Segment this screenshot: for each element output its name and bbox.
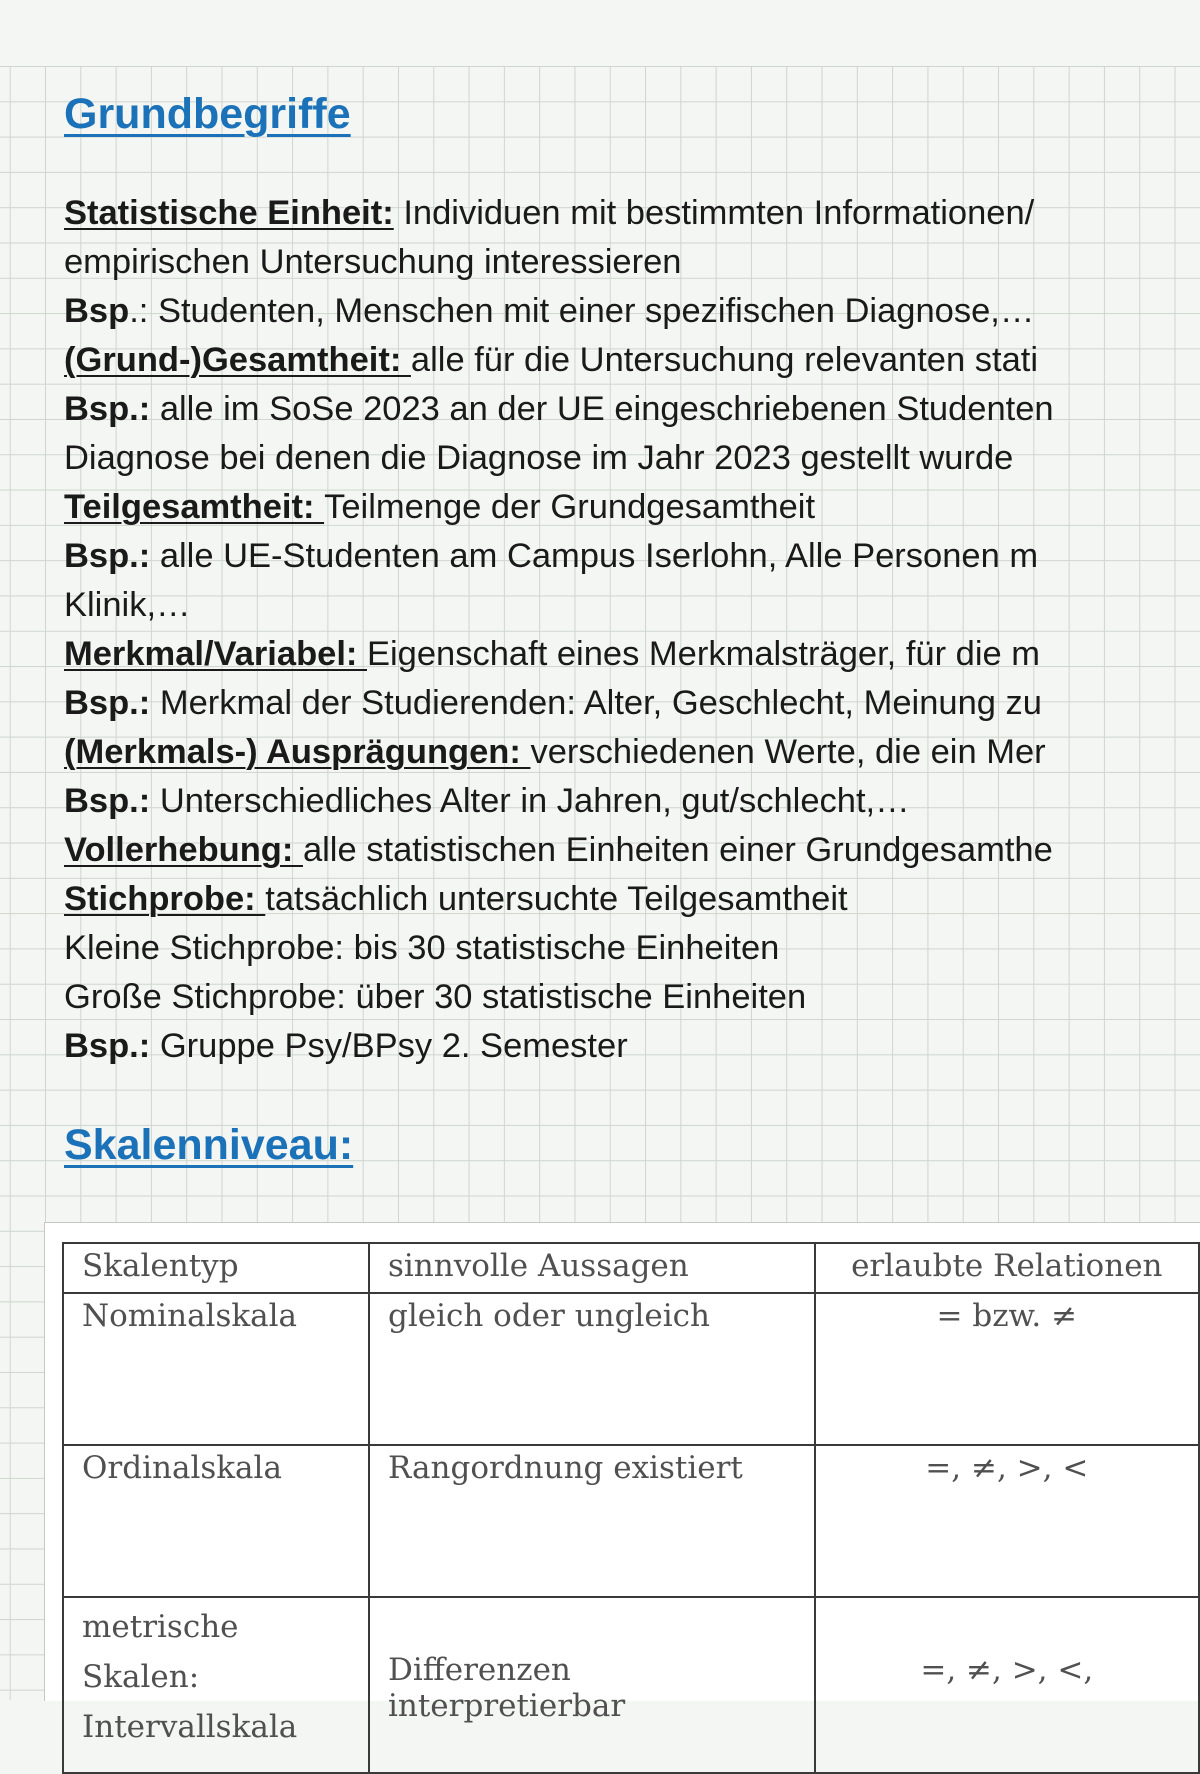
definition-term: Teilgesamtheit: <box>64 488 325 526</box>
table-row <box>63 1293 1199 1445</box>
definition-term: Stichprobe: <box>64 880 266 918</box>
definition-line <box>64 336 1200 385</box>
example-label: Bsp.: <box>64 1027 151 1065</box>
heading-grundbegriffe: Grundbegriffe <box>64 90 351 138</box>
definition-text: Diagnose bei denen die Diagnose im Jahr 2023 gestellt wurde <box>64 439 1014 477</box>
scale-group-label: metrische Skalen: <box>82 1609 239 1695</box>
example-label: Bsp <box>64 292 130 330</box>
example-line <box>64 679 1200 728</box>
top-margin <box>0 0 1200 66</box>
example-line <box>64 581 1200 630</box>
heading-skalenniveau: Skalenniveau: <box>64 1121 354 1169</box>
definition-list <box>64 189 1200 1071</box>
definition-line <box>64 630 1200 679</box>
example-label: Bsp.: <box>64 684 151 722</box>
scale-table <box>62 1242 1200 1774</box>
statement-cell: Rangordnung existiert <box>369 1445 815 1597</box>
scale-type-cell <box>63 1597 369 1773</box>
definition-text: alle für die Untersuchung relevanten stati <box>410 341 1039 379</box>
scale-type-label: Intervallskala <box>82 1709 298 1745</box>
definition-text: verschiedenen Werte, die ein Mer <box>530 733 1046 771</box>
table-row <box>63 1445 1199 1597</box>
header-cell: Skalentyp <box>63 1243 369 1293</box>
definition-line <box>64 826 1200 875</box>
header-cell: sinnvolle Aussagen <box>369 1243 815 1293</box>
definition-line <box>64 434 1200 483</box>
definition-line <box>64 483 1200 532</box>
statement-cell: gleich oder ungleich <box>369 1293 815 1445</box>
table-header-row <box>63 1243 1199 1293</box>
definition-text: Große Stichprobe: über 30 statistische Einheiten <box>64 978 807 1016</box>
definition-text: Individuen mit bestimmten Informationen/ <box>393 194 1035 232</box>
header-cell: erlaubte Relationen <box>815 1243 1199 1293</box>
example-line <box>64 385 1200 434</box>
example-text: alle im SoSe 2023 an der UE eingeschriebenen Studenten <box>150 390 1054 428</box>
example-line <box>64 532 1200 581</box>
example-text: alle UE-Studenten am Campus Iserlohn, Alle Personen m <box>150 537 1039 575</box>
definition-term: (Grund-)Gesamtheit: <box>64 341 411 379</box>
definition-term: Vollerhebung: <box>64 831 303 869</box>
relations-cell: = bzw. ≠ <box>815 1293 1199 1445</box>
example-text: Unterschiedliches Alter in Jahren, gut/schlecht,… <box>150 782 910 820</box>
definition-term: Merkmal/Variabel: <box>64 635 367 673</box>
relations-cell: =, ≠, >, <, <box>815 1597 1199 1773</box>
example-line <box>64 1022 1200 1071</box>
relations-cell: =, ≠, >, < <box>815 1445 1199 1597</box>
example-line <box>64 287 1200 336</box>
definition-term: Statistische Einheit: <box>64 194 394 232</box>
notes-content <box>64 90 1200 1170</box>
example-label: Bsp.: <box>64 390 151 428</box>
definition-text: Kleine Stichprobe: bis 30 statistische Einheiten <box>64 929 780 967</box>
definition-text: alle statistischen Einheiten einer Grundgesamthe <box>302 831 1053 869</box>
table-row <box>63 1597 1199 1773</box>
definition-term: (Merkmals-) Ausprägungen: <box>64 733 531 771</box>
example-label: Bsp.: <box>64 537 151 575</box>
definition-text: Teilmenge der Grundgesamtheit <box>324 488 816 526</box>
example-text: Merkmal der Studierenden: Alter, Geschlecht, Meinung zu <box>150 684 1042 722</box>
statement-cell: Differenzen interpretierbar <box>369 1597 815 1773</box>
example-text: Klinik,… <box>64 586 191 624</box>
definition-line <box>64 189 1200 238</box>
definition-line <box>64 924 1200 973</box>
definition-line <box>64 238 1200 287</box>
example-text: Gruppe Psy/BPsy 2. Semester <box>150 1027 628 1065</box>
scale-type-cell: Ordinalskala <box>63 1445 369 1597</box>
definition-text: empirischen Untersuchung interessieren <box>64 243 682 281</box>
example-line <box>64 777 1200 826</box>
definition-line <box>64 728 1200 777</box>
definition-text: Eigenschaft eines Merkmalsträger, für die m <box>367 635 1041 673</box>
definition-text: tatsächlich untersuchte Teilgesamtheit <box>265 880 848 918</box>
definition-line <box>64 875 1200 924</box>
example-text: .: Studenten, Menschen mit einer spezifischen Diagnose,… <box>129 292 1035 330</box>
scale-type-cell: Nominalskala <box>63 1293 369 1445</box>
definition-line <box>64 973 1200 1022</box>
example-label: Bsp.: <box>64 782 151 820</box>
